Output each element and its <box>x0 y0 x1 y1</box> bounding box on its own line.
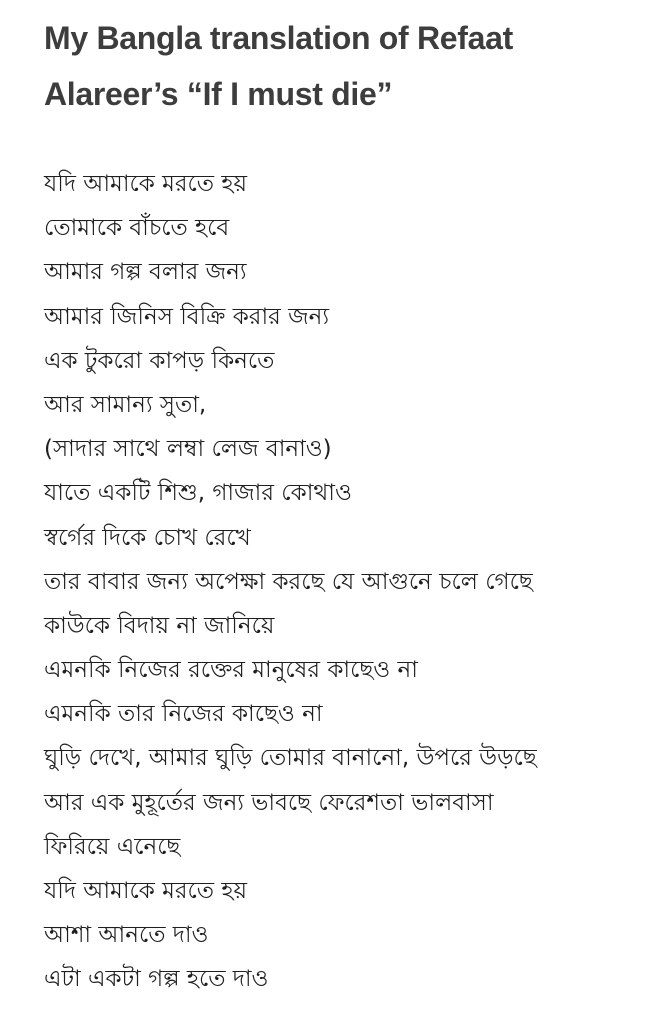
poem-line: এমনকি নিজের রক্তের মানুষের কাছেও না <box>44 657 418 684</box>
poem-line: আমার গল্প বলার জন্য <box>44 259 247 286</box>
poem-line: এমনকি তার নিজের কাছেও না <box>44 701 323 728</box>
poem-line: যদি আমাকে মরতে হয় <box>44 878 248 904</box>
poem-line: ফিরিয়ে এনেছে <box>44 833 181 860</box>
poem-line: তার বাবার জন্য অপেক্ষা করছে যে আগুনে চলে গেছে <box>44 568 533 595</box>
document-title: My Bangla translation of Refaat Alareer’s “If I must die” <box>44 20 513 112</box>
poem-line: যদি আমাকে মরতে হয় <box>44 171 248 197</box>
poem-line: ঘুড়ি দেখে, আমার ঘুড়ি তোমার বানানো, উপরে উড়ছে <box>44 745 537 772</box>
poem-line: আর এক মুহূর্তের জন্য ভাবছে ফেরেশতা ভালবাসা <box>44 789 494 816</box>
poem-line: আমার জিনিস বিক্রি করার জন্য <box>44 303 330 330</box>
poem-line: যাতে একটি শিশু, গাজার কোথাও <box>44 480 352 507</box>
poem-line: এটা একটা গল্প হতে দাও <box>44 966 269 993</box>
poem-line: স্বর্গের দিকে চোখ রেখে <box>44 524 251 551</box>
poem-line: তোমাকে বাঁচতে হবে <box>44 215 230 242</box>
poem-body <box>44 162 654 1002</box>
poem-line: (সাদার সাথে লম্বা লেজ বানাও) <box>44 436 332 463</box>
poem-line: আশা আনতে দাও <box>44 922 209 949</box>
poem-line: কাউকে বিদায় না জানিয়ে <box>44 612 275 639</box>
poem-line: এক টুকরো কাপড় কিনতে <box>44 347 275 374</box>
poem-line: আর সামান্য সুতা, <box>44 391 207 418</box>
